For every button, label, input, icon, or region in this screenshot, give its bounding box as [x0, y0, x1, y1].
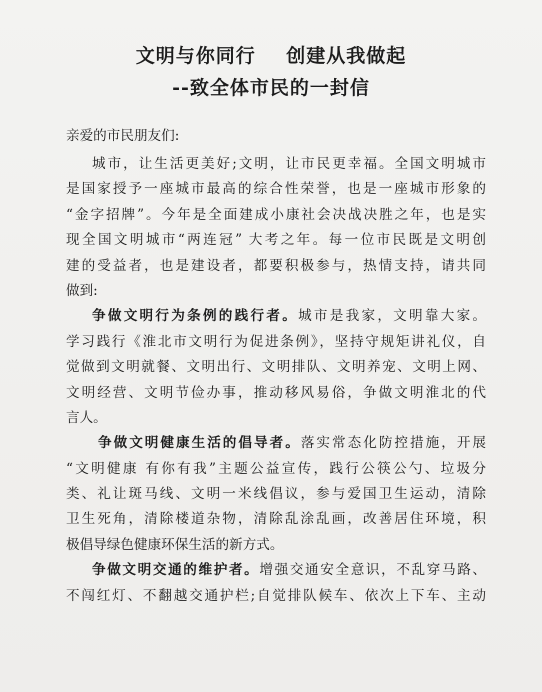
item-1-heading: 争做文明行为条例的践行者。	[92, 308, 299, 325]
paragraph-line: 类、礼让斑马线、文明一米线倡议，参与爱国卫生运动，清除	[66, 486, 486, 503]
paragraph-line: 是国家授予一座城市最高的综合性荣誉，也是一座城市形象的	[66, 181, 486, 198]
paragraph-line: 觉做到文明就餐、文明出行、文明排队、文明养宠、文明上网、	[66, 359, 486, 376]
letter-subtitle: --致全体市民的一封信	[172, 77, 370, 99]
paragraph-line: 学习践行《淮北市文明行为促进条例》，坚持守规矩讲礼仪，自	[66, 333, 486, 350]
letter-body	[66, 124, 486, 609]
paragraph-line	[66, 431, 486, 456]
greeting: 亲爱的市民朋友们:	[66, 128, 180, 144]
item-2-text: 落实常态化防控措施，开展	[300, 435, 486, 452]
letter-title: 文明与你同行 创建从我做起	[135, 45, 407, 67]
item-3-heading: 争做文明交通的维护者。	[92, 562, 260, 579]
paragraph-line: 做到:	[66, 282, 98, 299]
paragraph-line	[66, 304, 486, 329]
item-1-paragraph	[66, 304, 486, 431]
paragraph-line	[66, 558, 486, 583]
item-1-text: 城市是我家，文明靠大家。	[298, 308, 486, 325]
item-2-heading: 争做文明健康生活的倡导者。	[98, 435, 301, 452]
intro-paragraph	[66, 152, 486, 304]
paragraph-line: 极倡导绿色健康环保生活的新方式。	[66, 536, 284, 553]
paragraph-line: 言人。	[66, 409, 107, 426]
paragraph-line: 不闯红灯、不翻越交通护栏;自觉排队候车、依次上下车、主动	[66, 587, 486, 604]
paragraph-line: 现全国文明城市“两连冠” 大考之年。每一位市民既是文明创	[66, 232, 486, 249]
paragraph-line: “文明健康 有你有我”主题公益宣传，践行公筷公勺、垃圾分	[66, 460, 486, 477]
item-3-paragraph	[66, 558, 486, 609]
paragraph-line: 城市，让生活更美好;文明，让市民更幸福。全国文明城市	[92, 156, 486, 172]
item-3-text: 增强交通安全意识，不乱穿马路、	[259, 562, 486, 579]
paragraph-line: 文明经营、文明节俭办事，推动移风易俗，争做文明淮北的代	[66, 384, 486, 401]
paragraph-line: 卫生死角，清除楼道杂物，清除乱涂乱画，改善居住环境，积	[66, 511, 486, 528]
item-2-paragraph	[66, 431, 486, 558]
paragraph-line: 建的受益者，也是建设者，都要积极参与，热情支持，请共同	[66, 257, 486, 274]
paragraph-line: “金字招牌”。今年是全面建成小康社会决战决胜之年，也是实	[66, 206, 486, 223]
